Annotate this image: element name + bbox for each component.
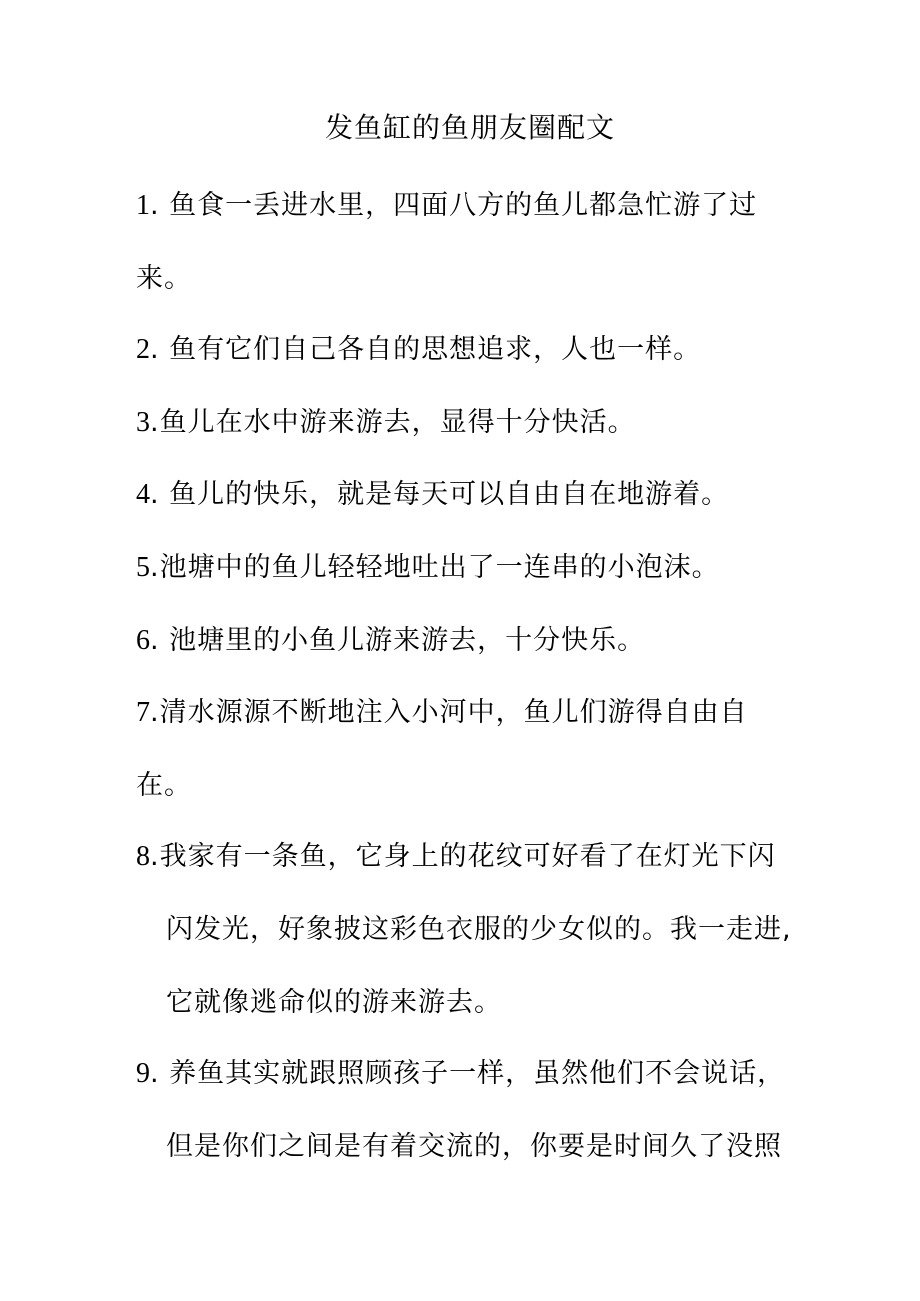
list-item bbox=[136, 531, 796, 604]
item-line-continued: 来。 bbox=[136, 263, 192, 294]
item-text: .我家有一条鱼，它身上的花纹可好看了在灯光下闪 bbox=[150, 841, 776, 872]
item-text: . 养鱼其实就跟照顾孩子一样，虽然他们不会说话， bbox=[150, 1058, 786, 1089]
item-line bbox=[136, 604, 796, 677]
item-line bbox=[136, 1037, 796, 1110]
item-line-continued: 但是你们之间是有着交流的，你要是时间久了没照 bbox=[166, 1131, 782, 1162]
item-text: .清水源源不断地注入小河中，鱼儿们游得自由自 bbox=[150, 697, 748, 728]
item-text: . 池塘里的小鱼儿游来游去，十分快乐。 bbox=[150, 625, 646, 656]
item-number: 5 bbox=[136, 552, 150, 583]
list-item bbox=[136, 458, 796, 531]
item-line-continued: 闪发光，好象披这彩色衣服的少女似的。我一走进, bbox=[166, 914, 792, 945]
list-item bbox=[136, 386, 796, 459]
list-item bbox=[136, 676, 796, 822]
item-text: .池塘中的鱼儿轻轻地吐出了一连串的小泡沫。 bbox=[150, 552, 720, 583]
item-number: 6 bbox=[136, 625, 150, 656]
item-text: .鱼儿在水中游来游去，显得十分快活。 bbox=[150, 407, 636, 438]
item-line bbox=[136, 313, 796, 386]
item-line bbox=[136, 820, 796, 893]
item-line bbox=[136, 531, 796, 604]
item-text: . 鱼有它们自己各自的思想追求，人也一样。 bbox=[150, 334, 702, 365]
item-line bbox=[136, 169, 796, 242]
item-text: . 鱼食一丢进水里，四面八方的鱼儿都急忙游了过 bbox=[150, 190, 758, 221]
item-number: 3 bbox=[136, 407, 150, 438]
list-item bbox=[136, 1037, 796, 1183]
item-number: 9 bbox=[136, 1058, 150, 1089]
list-item bbox=[136, 313, 796, 386]
item-line-continued: 它就像逃命似的游来游去。 bbox=[166, 987, 502, 1018]
list-item bbox=[136, 169, 796, 315]
document-title: 发鱼缸的鱼朋友圈配文 bbox=[324, 111, 615, 144]
item-number: 8 bbox=[136, 841, 150, 872]
item-line bbox=[136, 458, 796, 531]
list-item bbox=[136, 820, 796, 1039]
item-line-continued: 在。 bbox=[136, 770, 192, 801]
item-number: 7 bbox=[136, 697, 150, 728]
item-text: . 鱼儿的快乐，就是每天可以自由自在地游着。 bbox=[150, 479, 730, 510]
item-number: 1 bbox=[136, 190, 150, 221]
item-number: 2 bbox=[136, 334, 150, 365]
item-line bbox=[136, 676, 796, 749]
item-number: 4 bbox=[136, 479, 150, 510]
list-item bbox=[136, 604, 796, 677]
item-line bbox=[136, 386, 796, 459]
